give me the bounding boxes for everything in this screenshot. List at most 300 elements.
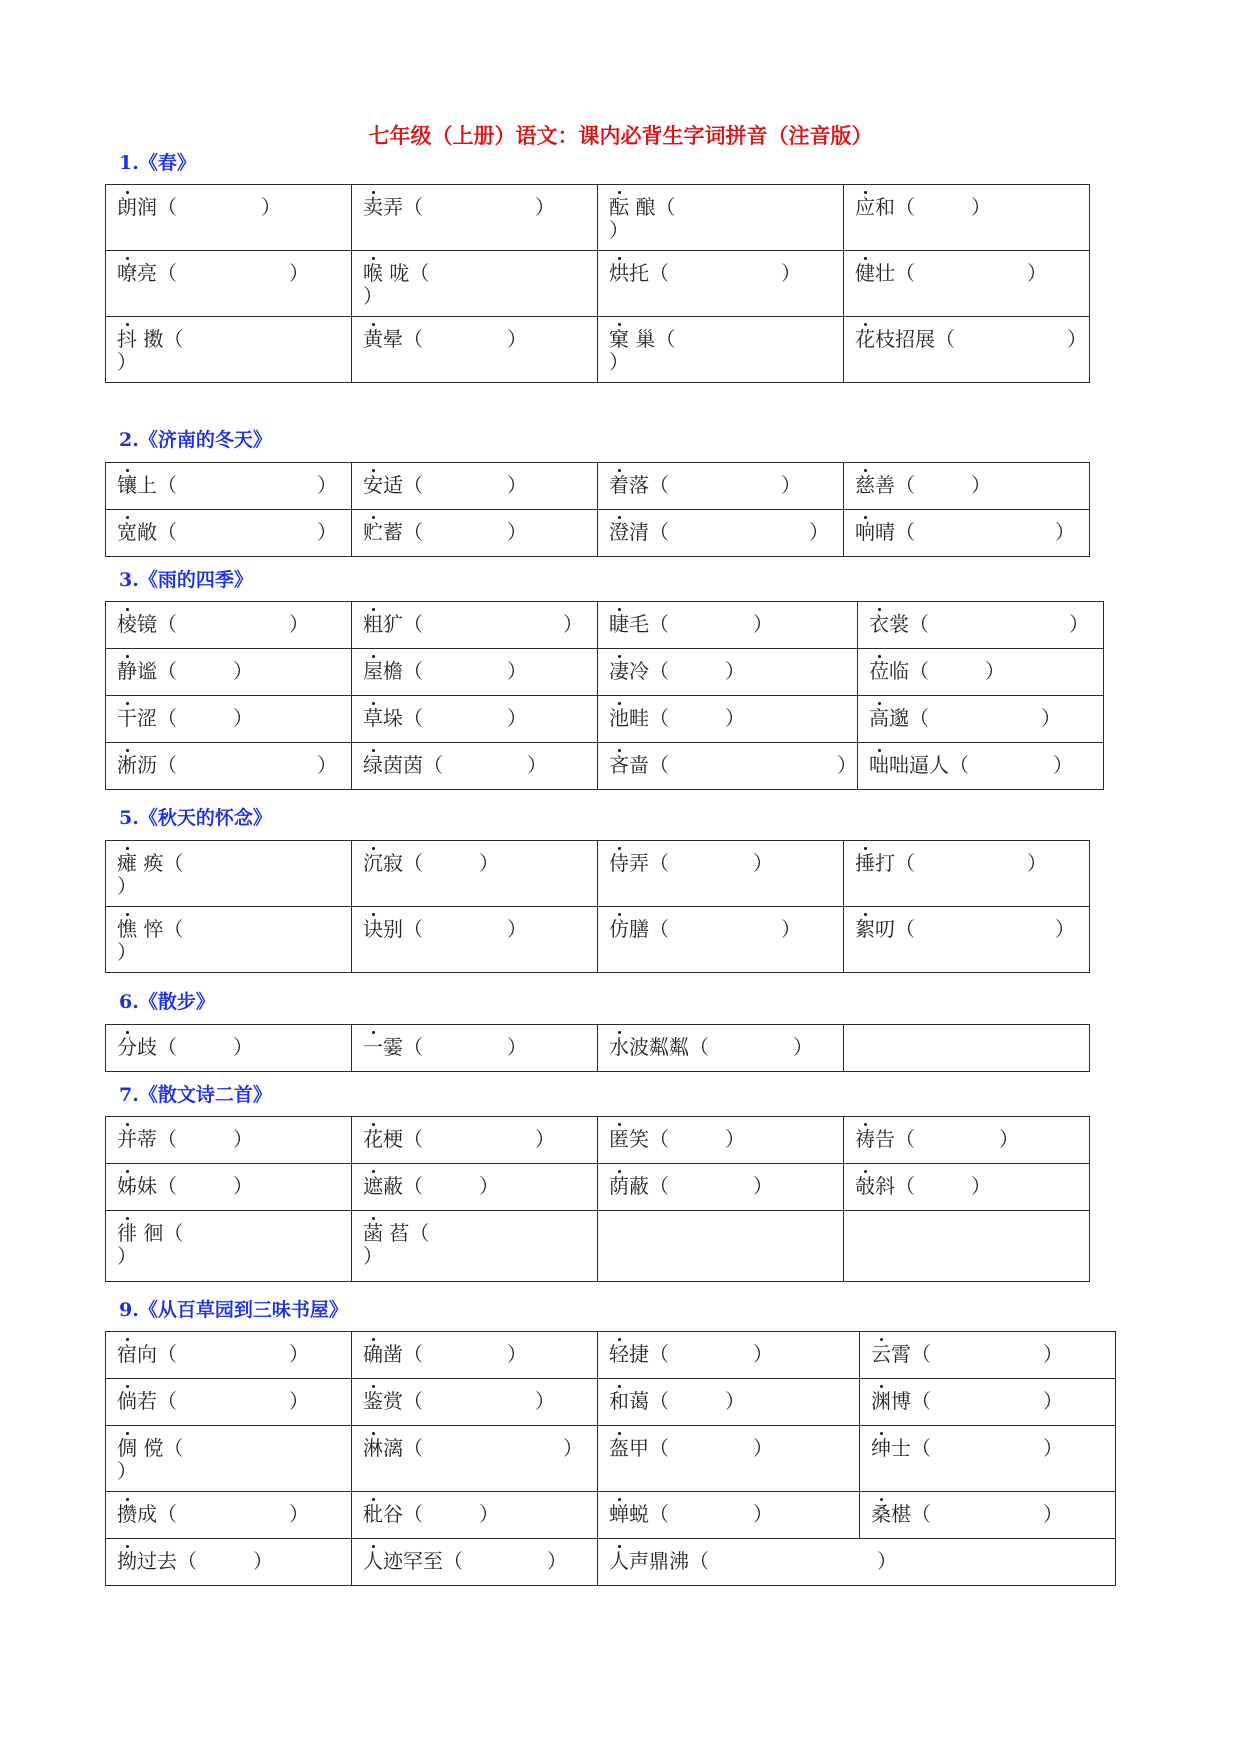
pinyin-blank-close: ） bbox=[1055, 917, 1075, 941]
vocab-cell bbox=[352, 1117, 598, 1164]
vocab-cell bbox=[106, 1332, 352, 1379]
pinyin-blank-open: （ bbox=[895, 520, 915, 544]
table-row bbox=[106, 251, 1090, 317]
emphasis-dot bbox=[864, 257, 867, 260]
vocab-word: 和蔼 bbox=[609, 1389, 649, 1413]
vocab-cell bbox=[844, 463, 1090, 510]
emphasis-dot bbox=[126, 1385, 129, 1388]
emphasis-dot bbox=[126, 1338, 129, 1341]
pinyin-blank-open: （ bbox=[403, 1389, 423, 1413]
vocab-cell bbox=[106, 317, 352, 383]
vocab-cell bbox=[844, 1211, 1090, 1282]
pinyin-blank-close: ） bbox=[317, 473, 337, 497]
vocab-word: 捶打 bbox=[855, 851, 895, 875]
vocab-word: 莅临 bbox=[869, 659, 909, 683]
vocab-cell bbox=[598, 1332, 860, 1379]
vocab-cell bbox=[598, 1211, 844, 1282]
vocab-word: 憔 悴 bbox=[117, 917, 163, 941]
vocab-word: 倘若 bbox=[117, 1389, 157, 1413]
pinyin-blank-open: （ bbox=[443, 1549, 463, 1573]
emphasis-dot bbox=[126, 1123, 129, 1126]
emphasis-dot bbox=[372, 913, 375, 916]
pinyin-blank-close: ） bbox=[363, 1244, 383, 1268]
pinyin-blank-open: （ bbox=[655, 195, 676, 219]
table-row bbox=[106, 649, 1104, 696]
pinyin-blank-open: （ bbox=[423, 753, 443, 777]
emphasis-dot bbox=[126, 913, 129, 916]
vocab-cell bbox=[858, 602, 1104, 649]
vocab-word: 凄冷 bbox=[609, 659, 649, 683]
vocab-table bbox=[105, 1024, 1090, 1072]
section-heading: 6.《散步》 bbox=[119, 991, 215, 1013]
vocab-cell bbox=[352, 1539, 598, 1586]
vocab-cell bbox=[352, 907, 598, 973]
emphasis-dot bbox=[126, 1432, 129, 1435]
vocab-word: 淅沥 bbox=[117, 753, 157, 777]
vocab-cell bbox=[106, 251, 352, 317]
vocab-cell bbox=[106, 510, 352, 557]
vocab-word: 窠 巢 bbox=[609, 327, 655, 351]
pinyin-blank-close: ） bbox=[1041, 706, 1061, 730]
pinyin-blank-open: （ bbox=[649, 753, 669, 777]
pinyin-blank-close: ） bbox=[837, 753, 857, 777]
pinyin-blank-open: （ bbox=[895, 917, 915, 941]
pinyin-blank-open: （ bbox=[649, 1174, 669, 1198]
pinyin-blank-close: ） bbox=[725, 1389, 745, 1413]
pinyin-blank-close: ） bbox=[971, 1174, 991, 1198]
vocab-cell bbox=[598, 1426, 860, 1492]
vocab-cell bbox=[844, 1164, 1090, 1211]
vocab-word: 匿笑 bbox=[609, 1127, 649, 1151]
emphasis-dot bbox=[864, 913, 867, 916]
pinyin-blank-open: （ bbox=[157, 261, 177, 285]
pinyin-blank-open: （ bbox=[157, 706, 177, 730]
vocab-word: 花枝招展 bbox=[855, 327, 935, 351]
pinyin-blank-close: ） bbox=[1027, 851, 1047, 875]
emphasis-dot bbox=[372, 749, 375, 752]
pinyin-blank-close: ） bbox=[1069, 612, 1089, 636]
pinyin-blank-close: ） bbox=[1067, 327, 1087, 351]
vocab-table bbox=[105, 462, 1090, 557]
vocab-cell bbox=[598, 841, 844, 907]
vocab-word: 卖弄 bbox=[363, 195, 403, 219]
emphasis-dot bbox=[880, 1385, 883, 1388]
table-row bbox=[106, 1211, 1090, 1282]
vocab-cell bbox=[352, 1164, 598, 1211]
vocab-word: 着落 bbox=[609, 473, 649, 497]
pinyin-blank-open: （ bbox=[909, 612, 929, 636]
pinyin-blank-close: ） bbox=[547, 1549, 567, 1573]
emphasis-dot bbox=[126, 749, 129, 752]
emphasis-dot bbox=[618, 1031, 621, 1034]
pinyin-blank-close: ） bbox=[117, 874, 137, 898]
pinyin-blank-close: ） bbox=[317, 520, 337, 544]
pinyin-blank-open: （ bbox=[409, 1221, 430, 1245]
vocab-cell bbox=[598, 1379, 860, 1426]
vocab-cell bbox=[106, 743, 352, 790]
emphasis-dot bbox=[372, 516, 375, 519]
vocab-word: 水波粼粼 bbox=[609, 1035, 689, 1059]
emphasis-dot bbox=[880, 1338, 883, 1341]
vocab-word: 瘫 痪 bbox=[117, 851, 163, 875]
vocab-cell bbox=[352, 1426, 598, 1492]
vocab-table bbox=[105, 1331, 1116, 1586]
emphasis-dot bbox=[618, 469, 621, 472]
pinyin-blank-open: （ bbox=[895, 261, 915, 285]
vocab-cell bbox=[352, 1211, 598, 1282]
emphasis-dot bbox=[372, 469, 375, 472]
vocab-cell bbox=[106, 696, 352, 743]
emphasis-dot bbox=[372, 702, 375, 705]
vocab-word: 嘹亮 bbox=[117, 261, 157, 285]
pinyin-blank-open: （ bbox=[649, 261, 669, 285]
pinyin-blank-close: ） bbox=[1027, 261, 1047, 285]
pinyin-blank-close: ） bbox=[233, 1174, 253, 1198]
vocab-word: 沉寂 bbox=[363, 851, 403, 875]
vocab-cell bbox=[860, 1426, 1116, 1492]
emphasis-dot bbox=[878, 702, 881, 705]
emphasis-dot bbox=[618, 516, 621, 519]
section-heading: 9.《从百草园到三味书屋》 bbox=[119, 1299, 348, 1321]
vocab-cell bbox=[598, 463, 844, 510]
vocab-cell bbox=[352, 1332, 598, 1379]
vocab-cell bbox=[844, 1025, 1090, 1072]
vocab-cell bbox=[598, 185, 844, 251]
pinyin-blank-open: （ bbox=[649, 851, 669, 875]
vocab-cell bbox=[858, 696, 1104, 743]
vocab-word: 仿膳 bbox=[609, 917, 649, 941]
vocab-word: 健壮 bbox=[855, 261, 895, 285]
vocab-word: 拗过去 bbox=[117, 1549, 177, 1573]
pinyin-blank-open: （ bbox=[157, 1389, 177, 1413]
pinyin-blank-open: （ bbox=[649, 1127, 669, 1151]
vocab-word: 蝉蜕 bbox=[609, 1502, 649, 1526]
pinyin-blank-open: （ bbox=[163, 1436, 184, 1460]
pinyin-blank-open: （ bbox=[157, 659, 177, 683]
pinyin-blank-open: （ bbox=[649, 473, 669, 497]
emphasis-dot bbox=[126, 516, 129, 519]
vocab-cell bbox=[106, 1211, 352, 1282]
pinyin-blank-open: （ bbox=[895, 195, 915, 219]
pinyin-blank-close: ） bbox=[877, 1549, 897, 1573]
vocab-word: 分歧 bbox=[117, 1035, 157, 1059]
emphasis-dot bbox=[126, 323, 129, 326]
emphasis-dot bbox=[618, 1385, 621, 1388]
vocab-word: 慈善 bbox=[855, 473, 895, 497]
pinyin-blank-open: （ bbox=[403, 473, 423, 497]
pinyin-blank-open: （ bbox=[649, 520, 669, 544]
pinyin-blank-close: ） bbox=[289, 1342, 309, 1366]
table-row bbox=[106, 1164, 1090, 1211]
pinyin-blank-open: （ bbox=[157, 612, 177, 636]
vocab-cell bbox=[858, 649, 1104, 696]
pinyin-blank-open: （ bbox=[895, 1127, 915, 1151]
emphasis-dot bbox=[126, 608, 129, 611]
pinyin-blank-open: （ bbox=[649, 1342, 669, 1366]
emphasis-dot bbox=[372, 1545, 375, 1548]
vocab-word: 攲斜 bbox=[855, 1174, 895, 1198]
vocab-cell bbox=[858, 743, 1104, 790]
emphasis-dot bbox=[372, 1338, 375, 1341]
emphasis-dot bbox=[372, 1170, 375, 1173]
pinyin-blank-close: ） bbox=[971, 473, 991, 497]
vocab-cell bbox=[598, 251, 844, 317]
vocab-word: 草垛 bbox=[363, 706, 403, 730]
emphasis-dot bbox=[126, 191, 129, 194]
pinyin-blank-close: ） bbox=[289, 1389, 309, 1413]
pinyin-blank-close: ） bbox=[781, 473, 801, 497]
pinyin-blank-close: ） bbox=[535, 1389, 555, 1413]
pinyin-blank-open: （ bbox=[649, 706, 669, 730]
vocab-cell bbox=[352, 317, 598, 383]
vocab-word: 池畦 bbox=[609, 706, 649, 730]
pinyin-blank-close: ） bbox=[1043, 1389, 1063, 1413]
pinyin-blank-open: （ bbox=[157, 1127, 177, 1151]
emphasis-dot bbox=[126, 1170, 129, 1173]
pinyin-blank-open: （ bbox=[935, 327, 955, 351]
emphasis-dot bbox=[878, 749, 881, 752]
vocab-cell bbox=[844, 317, 1090, 383]
vocab-cell bbox=[598, 649, 858, 696]
pinyin-blank-open: （ bbox=[403, 612, 423, 636]
pinyin-blank-close: ） bbox=[507, 520, 527, 544]
emphasis-dot bbox=[618, 913, 621, 916]
vocab-cell bbox=[352, 185, 598, 251]
emphasis-dot bbox=[864, 191, 867, 194]
vocab-cell bbox=[598, 1117, 844, 1164]
emphasis-dot bbox=[372, 191, 375, 194]
vocab-cell bbox=[106, 1426, 352, 1492]
vocab-table bbox=[105, 840, 1090, 973]
emphasis-dot bbox=[864, 1123, 867, 1126]
pinyin-blank-close: ） bbox=[809, 520, 829, 544]
pinyin-blank-close: ） bbox=[753, 612, 773, 636]
pinyin-blank-open: （ bbox=[163, 1221, 184, 1245]
emphasis-dot bbox=[618, 191, 621, 194]
vocab-word: 黄晕 bbox=[363, 327, 403, 351]
pinyin-blank-open: （ bbox=[157, 1035, 177, 1059]
pinyin-blank-close: ） bbox=[117, 1459, 137, 1483]
pinyin-blank-close: ） bbox=[753, 1436, 773, 1460]
pinyin-blank-open: （ bbox=[403, 659, 423, 683]
vocab-cell bbox=[106, 1492, 352, 1539]
pinyin-blank-close: ） bbox=[507, 1342, 527, 1366]
pinyin-blank-open: （ bbox=[911, 1342, 931, 1366]
vocab-word: 祷告 bbox=[855, 1127, 895, 1151]
pinyin-blank-close: ） bbox=[971, 195, 991, 219]
vocab-word: 荫蔽 bbox=[609, 1174, 649, 1198]
vocab-cell bbox=[106, 907, 352, 973]
vocab-word: 絮叨 bbox=[855, 917, 895, 941]
pinyin-blank-close: ） bbox=[985, 659, 1005, 683]
table-row bbox=[106, 185, 1090, 251]
vocab-word: 衣裳 bbox=[869, 612, 909, 636]
emphasis-dot bbox=[126, 1217, 129, 1220]
pinyin-blank-open: （ bbox=[403, 1342, 423, 1366]
emphasis-dot bbox=[618, 1498, 621, 1501]
emphasis-dot bbox=[126, 257, 129, 260]
vocab-cell bbox=[352, 251, 598, 317]
emphasis-dot bbox=[126, 469, 129, 472]
vocab-cell bbox=[352, 1379, 598, 1426]
pinyin-blank-open: （ bbox=[403, 1035, 423, 1059]
vocab-cell bbox=[106, 602, 352, 649]
emphasis-dot bbox=[618, 608, 621, 611]
emphasis-dot bbox=[126, 702, 129, 705]
vocab-cell bbox=[860, 1492, 1116, 1539]
emphasis-dot bbox=[372, 257, 375, 260]
section-heading: 3.《雨的四季》 bbox=[119, 569, 253, 591]
vocab-cell bbox=[598, 1539, 1116, 1586]
vocab-word: 确凿 bbox=[363, 1342, 403, 1366]
pinyin-blank-open: （ bbox=[403, 327, 423, 351]
pinyin-blank-open: （ bbox=[911, 1436, 931, 1460]
pinyin-blank-close: ） bbox=[753, 851, 773, 875]
emphasis-dot bbox=[880, 1498, 883, 1501]
emphasis-dot bbox=[618, 847, 621, 850]
vocab-word: 桑椹 bbox=[871, 1502, 911, 1526]
vocab-word: 干涩 bbox=[117, 706, 157, 730]
vocab-word: 姊妹 bbox=[117, 1174, 157, 1198]
section-heading: 2.《济南的冬天》 bbox=[119, 429, 272, 451]
pinyin-blank-open: （ bbox=[649, 659, 669, 683]
vocab-word: 咄咄逼人 bbox=[869, 753, 949, 777]
vocab-cell bbox=[860, 1379, 1116, 1426]
pinyin-blank-close: ） bbox=[793, 1035, 813, 1059]
pinyin-blank-open: （ bbox=[157, 1342, 177, 1366]
vocab-cell bbox=[844, 185, 1090, 251]
pinyin-blank-close: ） bbox=[1043, 1342, 1063, 1366]
vocab-cell bbox=[844, 907, 1090, 973]
pinyin-blank-open: （ bbox=[403, 1174, 423, 1198]
vocab-word: 花梗 bbox=[363, 1127, 403, 1151]
vocab-word: 烘托 bbox=[609, 261, 649, 285]
table-row bbox=[106, 463, 1090, 510]
vocab-word: 鉴赏 bbox=[363, 1389, 403, 1413]
pinyin-blank-close: ） bbox=[725, 1127, 745, 1151]
pinyin-blank-open: （ bbox=[689, 1035, 709, 1059]
pinyin-blank-close: ） bbox=[507, 1035, 527, 1059]
pinyin-blank-close: ） bbox=[563, 612, 583, 636]
pinyin-blank-open: （ bbox=[911, 1502, 931, 1526]
vocab-word: 澄清 bbox=[609, 520, 649, 544]
vocab-cell bbox=[106, 1379, 352, 1426]
pinyin-blank-open: （ bbox=[163, 917, 184, 941]
vocab-cell bbox=[598, 602, 858, 649]
vocab-cell bbox=[598, 510, 844, 557]
vocab-word: 诀别 bbox=[363, 917, 403, 941]
vocab-word: 遮蔽 bbox=[363, 1174, 403, 1198]
emphasis-dot bbox=[864, 469, 867, 472]
emphasis-dot bbox=[372, 1498, 375, 1501]
vocab-word: 菡 萏 bbox=[363, 1221, 409, 1245]
vocab-word: 棱镜 bbox=[117, 612, 157, 636]
pinyin-blank-close: ） bbox=[117, 350, 137, 374]
vocab-cell bbox=[844, 841, 1090, 907]
pinyin-blank-open: （ bbox=[163, 851, 184, 875]
vocab-cell bbox=[352, 602, 598, 649]
section-heading: 7.《散文诗二首》 bbox=[119, 1084, 272, 1106]
vocab-word: 响晴 bbox=[855, 520, 895, 544]
pinyin-blank-close: ） bbox=[563, 1436, 583, 1460]
emphasis-dot bbox=[372, 323, 375, 326]
emphasis-dot bbox=[864, 516, 867, 519]
vocab-word: 绿茵茵 bbox=[363, 753, 423, 777]
table-row bbox=[106, 510, 1090, 557]
vocab-word: 倜 傥 bbox=[117, 1436, 163, 1460]
pinyin-blank-close: ） bbox=[507, 659, 527, 683]
pinyin-blank-open: （ bbox=[177, 1549, 197, 1573]
emphasis-dot bbox=[880, 1432, 883, 1435]
pinyin-blank-close: ） bbox=[317, 753, 337, 777]
emphasis-dot bbox=[618, 702, 621, 705]
vocab-word: 一霎 bbox=[363, 1035, 403, 1059]
vocab-cell bbox=[860, 1332, 1116, 1379]
emphasis-dot bbox=[618, 749, 621, 752]
pinyin-blank-close: ） bbox=[117, 1244, 137, 1268]
vocab-cell bbox=[106, 1025, 352, 1072]
pinyin-blank-close: ） bbox=[535, 1127, 555, 1151]
pinyin-blank-open: （ bbox=[157, 520, 177, 544]
vocab-word: 人迹罕至 bbox=[363, 1549, 443, 1573]
table-row bbox=[106, 1117, 1090, 1164]
pinyin-blank-close: ） bbox=[781, 917, 801, 941]
pinyin-blank-open: （ bbox=[157, 1174, 177, 1198]
table-row bbox=[106, 602, 1104, 649]
vocab-cell bbox=[598, 743, 858, 790]
vocab-word: 静谧 bbox=[117, 659, 157, 683]
emphasis-dot bbox=[372, 1123, 375, 1126]
pinyin-blank-open: （ bbox=[403, 1127, 423, 1151]
pinyin-blank-close: ） bbox=[507, 706, 527, 730]
vocab-word: 轻捷 bbox=[609, 1342, 649, 1366]
pinyin-blank-open: （ bbox=[949, 753, 969, 777]
emphasis-dot bbox=[618, 1432, 621, 1435]
vocab-cell bbox=[352, 743, 598, 790]
table-row bbox=[106, 1539, 1116, 1586]
vocab-word: 并蒂 bbox=[117, 1127, 157, 1151]
pinyin-blank-close: ） bbox=[609, 218, 629, 242]
pinyin-blank-close: ） bbox=[289, 261, 309, 285]
vocab-cell bbox=[352, 649, 598, 696]
pinyin-blank-close: ） bbox=[999, 1127, 1019, 1151]
vocab-word: 吝啬 bbox=[609, 753, 649, 777]
vocab-cell bbox=[106, 463, 352, 510]
vocab-word: 淋漓 bbox=[363, 1436, 403, 1460]
pinyin-blank-close: ） bbox=[753, 1502, 773, 1526]
vocab-word: 安适 bbox=[363, 473, 403, 497]
vocab-cell bbox=[352, 463, 598, 510]
pinyin-blank-close: ） bbox=[753, 1174, 773, 1198]
vocab-word: 宿向 bbox=[117, 1342, 157, 1366]
vocab-cell bbox=[844, 1117, 1090, 1164]
emphasis-dot bbox=[864, 323, 867, 326]
vocab-cell bbox=[598, 1492, 860, 1539]
vocab-cell bbox=[352, 696, 598, 743]
pinyin-blank-open: （ bbox=[403, 195, 423, 219]
pinyin-blank-close: ） bbox=[1055, 520, 1075, 544]
pinyin-blank-close: ） bbox=[527, 753, 547, 777]
emphasis-dot bbox=[864, 847, 867, 850]
pinyin-blank-open: （ bbox=[649, 1436, 669, 1460]
emphasis-dot bbox=[372, 1031, 375, 1034]
table-row bbox=[106, 743, 1104, 790]
emphasis-dot bbox=[864, 1170, 867, 1173]
pinyin-blank-open: （ bbox=[911, 1389, 931, 1413]
pinyin-blank-close: ） bbox=[1053, 753, 1073, 777]
emphasis-dot bbox=[372, 608, 375, 611]
emphasis-dot bbox=[618, 257, 621, 260]
